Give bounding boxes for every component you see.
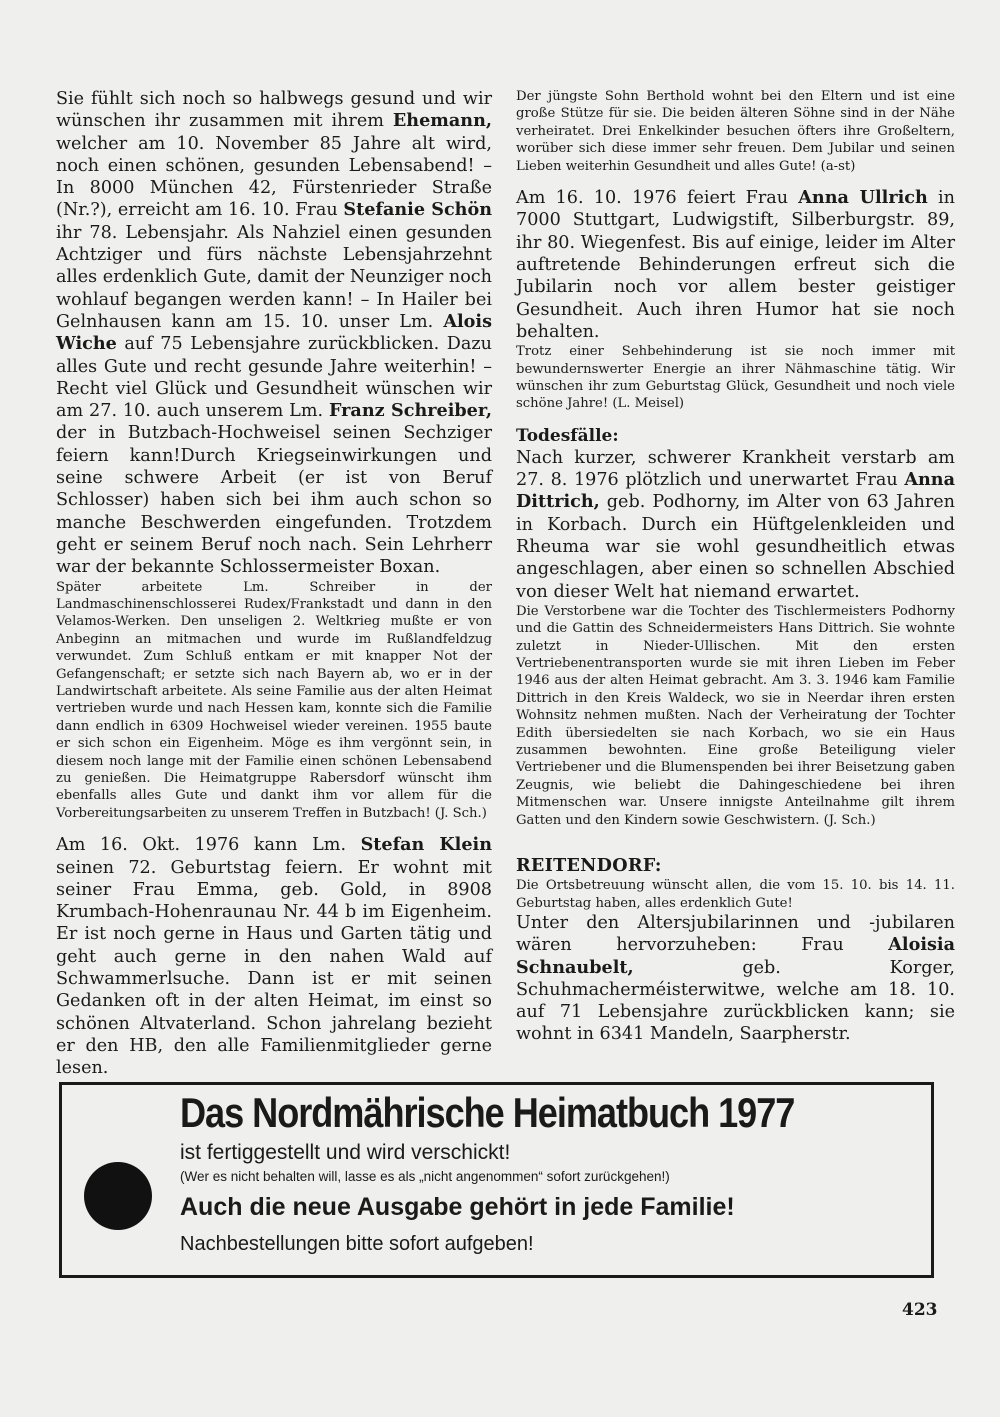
ad-line-reorder: Nachbestellungen bitte sofort aufgeben!	[180, 1233, 534, 1255]
article-stefan-klein: Am 16. Okt. 1976 kann Lm. Stefan Klein seinen 72. Geburtstag feiern. Er wohnt mit seiner Frau Emma, geb. Gold, in 8908 Krumbach-Hohenraunau Nr. 44 b im Eigenheim. Er ist noch gerne in Haus und Garten tätig und geht auch gerne in den nahen Wald auf Schwammerlsuche. Dann ist er mit seinen Gedanken oft in der alten Heimat, im einst so schönen Altvaterland. Schon jahrelang bezieht er den HB, den alle Familienmitglieder gerne lesen.	[56, 834, 493, 1079]
article-schreiber-detail: Später arbeitete Lm. Schreiber in der Landmaschinenschlosserei Rudex/Frankstadt und dann in den Velamos-Werken. Den unseligen 2. Weltkrieg mußte er von Anbeginn an mitmachen und wurde im Rußlandfeldzug verwundet. Zum Schluß entkam er mit knapper Not der Gefangenschaft; er setzte sich nach Bayern ab, wo er in der Landwirtschaft arbeitete. Als seine Familie aus der alten Heimat vertrieben wurde und nach Hessen kam, konnte sich die Familie dann endlich in 6309 Hochweisel wieder vereinen. 1955 baute er sich schon ein Eigenheim. Möge es ihm vergönnt sein, in diesem noch lange mit der Familie einen schönen Lebensabend zu genießen. Die Heimatgruppe Rabersdorf wünscht ihm ebenfalls alles Gute und dankt ihm vor allem für die Vorbereitungsarbeiten zu unserem Treffen in Butzbach! (J. Sch.)	[56, 579, 492, 821]
ad-line-return-note: (Wer es nicht behalten will, lasse es als „nicht angenommen“ sofort zurückgehen!)	[180, 1169, 670, 1184]
article-dittrich-detail: Die Verstorbene war die Tochter des Tischlermeisters Podhorny und die Gattin des Schneidermeisters Hans Dittrich. Sie wohnte zuletzt in Nieder-Ullischen. Mit den ersten Vertriebenentransporten wurde sie mit ihren Lieben im Feber 1946 aus der alten Heimat gebracht. Am 3. 3. 1946 kam Familie Dittrich in den Kreis Waldeck, wo sie in Neerdar ihren ersten Wohnsitz nehmen mußten. Nach der Verheiratung der Tochter Edith übersiedelten sie nach Korbach, wo sie ein Haus zusammen bewohnten. Eine große Beteiligung vieler Vertriebener und die Blumenspenden bei ihrer Beisetzung gaben Zeugnis, wie beliebt die Dahingeschiedene bei ihren Mitmenschen war. Unsere innigste Anteilnahme gilt ihrem Gatten und den Kindern sowie Geschwistern. (J. Sch.)	[516, 603, 955, 828]
heading-reitendorf: REITENDORF:	[516, 855, 662, 877]
ad-title: Das Nordmährische Heimatbuch 1977	[180, 1089, 795, 1136]
heading-deaths: Todesfälle:	[516, 425, 619, 446]
left-column	[56, 88, 492, 1079]
article-anna-dittrich: Nach kurzer, schwerer Krankheit verstarb am 27. 8. 1976 plötzlich und unerwartet Frau Anna Dittrich, geb. Podhorny, im Alter von 63 Jahren in Korbach. Durch ein Hüftgelenkleiden und Rheuma war sie wohl gesundheitlich etwas angeschlagen, aber einen so schnellen Abschied von dieser Welt hat niemand erwartet.	[516, 447, 955, 602]
ad-line-shipped: ist fertiggestellt und wird verschickt!	[180, 1141, 511, 1164]
page-number: 423	[902, 1300, 938, 1320]
article-birthdays-left: Sie fühlt sich noch so halbwegs gesund und wir wünschen ihr zusammen mit ihrem Ehemann, welcher am 10. November 85 Jahre alt wird, noch einen schönen, gesunden Lebensabend! – In 8000 München 42, Fürstenrieder Straße (Nr.?), erreicht am 16. 10. Frau Stefanie Schön ihr 78. Lebensjahr. Als Nahziel einen gesunden Achtziger und fürs nächste Lebensjahrzehnt alles erdenklich Gute, damit der Neunziger noch wohlauf begangen werden kann! – In Hailer bei Gelnhausen kann am 15. 10. unser Lm. Alois Wiche auf 75 Lebensjahre zurückblicken. Dazu alles Gute und recht gesunde Jahre weiterhin! – Recht viel Glück und Gesundheit wünschen wir am 27. 10. auch unserem Lm. Franz Schreiber, der in Butzbach-Hochweisel seinen Sechziger feiern kann!Durch Kriegseinwirkungen und seine schwere Arbeit (er ist von Beruf Schlosser) haben sich bei ihm auch schon so manche Beschwerden eingefunden. Trotzdem geht er seinem Beruf noch nach. Sein Lehrherr war der bekannte Schlossermeister Boxan.	[56, 89, 493, 578]
article-berthold: Der jüngste Sohn Berthold wohnt bei den Eltern und ist eine große Stütze für sie. Die beiden älteren Söhne sind in der Nähe verheiratet. Drei Enkelkinder besuchen öfters ihre Großeltern, worüber sich diese immer sehr freuen. Dem Jubilar und seinen Lieben weiterhin Gesundheit und alles Gute! (a-st)	[516, 89, 955, 174]
ad-line-family: Auch die neue Ausgabe gehört in jede Familie!	[180, 1193, 735, 1221]
right-column	[516, 88, 955, 1046]
article-anna-ullrich: Am 16. 10. 1976 feiert Frau Anna Ullrich in 7000 Stuttgart, Ludwigstift, Silberburgstr. 89, ihr 80. Wiegenfest. Bis auf einige, leider im Alter auftretende Behinderungen erfreut sich die Jubilarin noch vor allem bester geistiger Gesundheit. Auch ihren Humor hat sie noch behalten.	[516, 187, 955, 342]
heimatbuch-advertisement	[59, 1082, 934, 1278]
article-reitendorf-greeting: Die Ortsbetreuung wünscht allen, die vom 15. 10. bis 14. 11. Geburtstag haben, alles erdenklich Gute!	[516, 878, 955, 911]
article-aloisia-schnaubelt: Unter den Altersjubilarinnen und -jubilaren wären hervorzuheben: Frau Aloisia Schnaubelt, geb. Korger, Schuhmacherméisterwitwe, welche am 18. 10. auf 71 Lebensjahre zurückblicken kann; sie wohnt in 6341 Mandeln, Saarpherstr.	[516, 912, 955, 1045]
black-dot-icon	[84, 1162, 152, 1230]
article-ullrich-detail: Trotz einer Sehbehinderung ist sie noch immer mit bewundernswerter Energie an ihrer Nähmaschine tätig. Wir wünschen ihr zum Geburtstag Glück, Gesundheit und noch viele schöne Jahre! (L. Meisel)	[516, 344, 955, 412]
